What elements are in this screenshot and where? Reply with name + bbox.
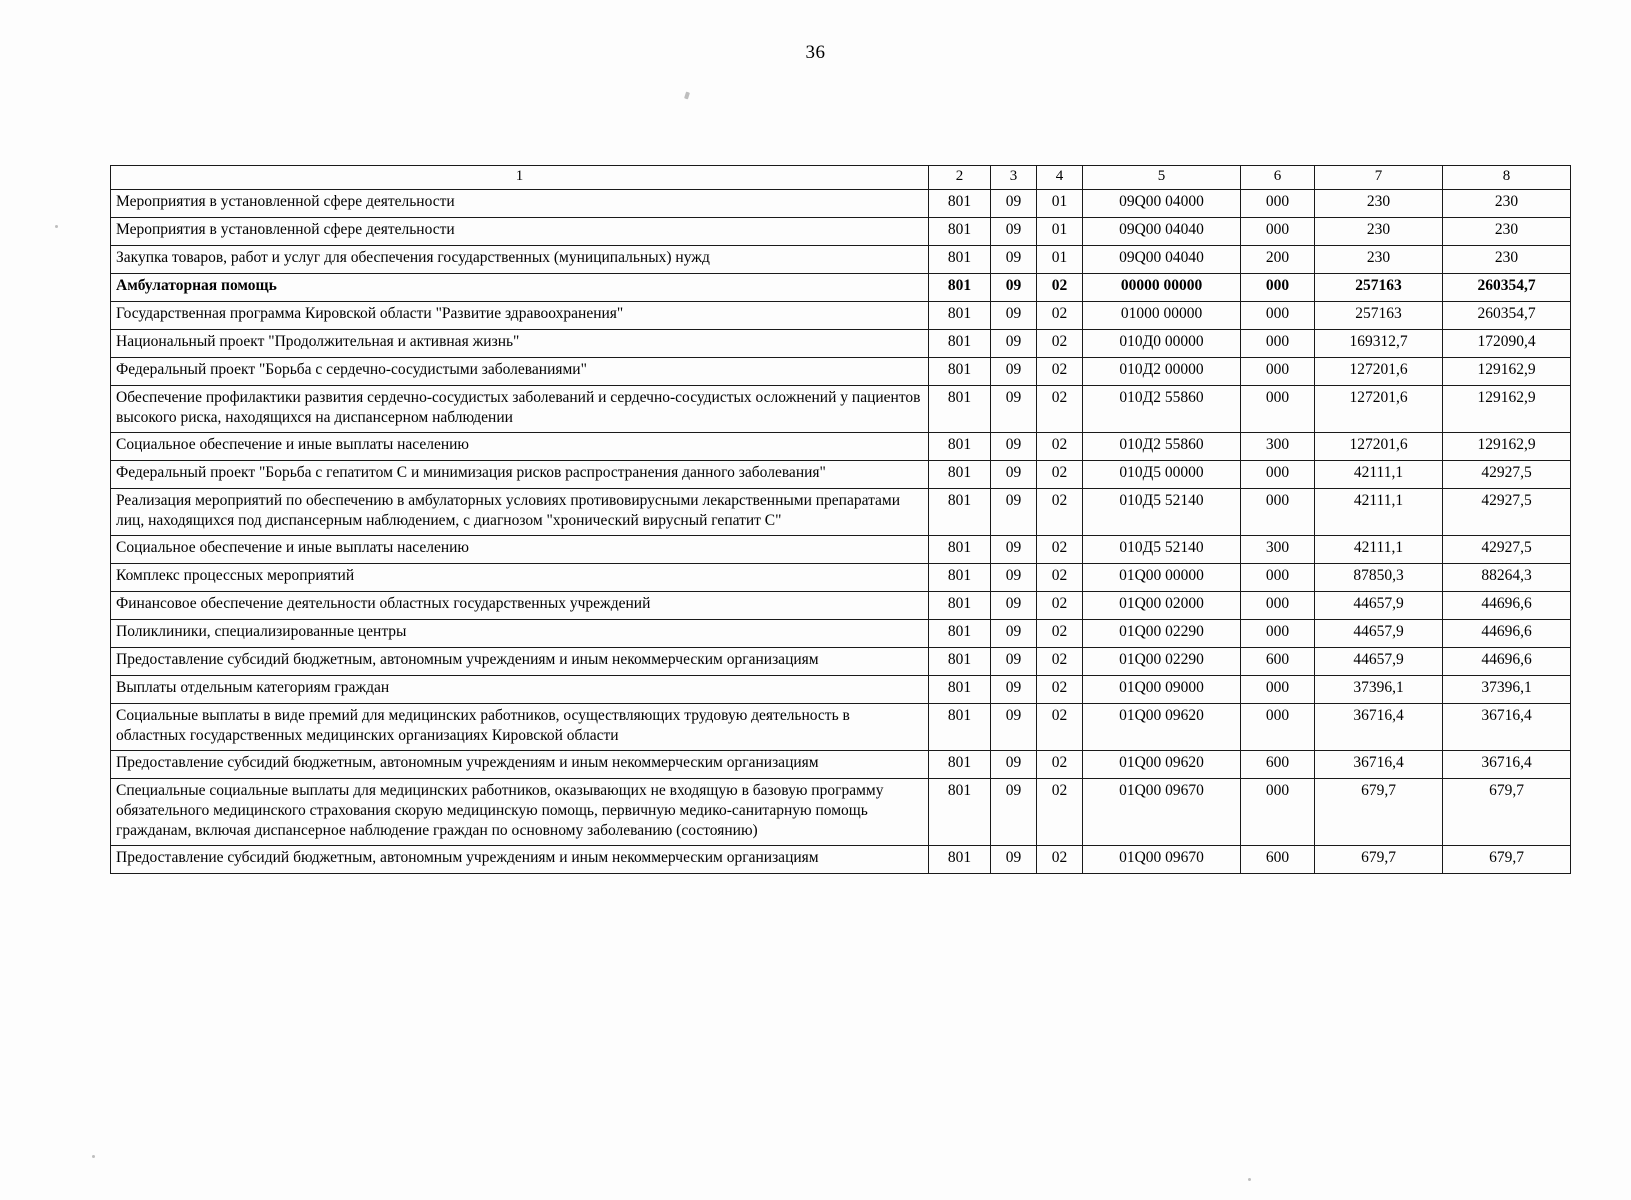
scan-speck bbox=[92, 1155, 95, 1158]
row-chapter-cell: 801 bbox=[929, 488, 991, 535]
row-amount-year1-cell: 127201,6 bbox=[1315, 432, 1443, 460]
page-number: 36 bbox=[805, 42, 826, 63]
row-subsection-cell: 02 bbox=[1037, 385, 1083, 432]
row-target-code-cell: 010Д5 52140 bbox=[1083, 535, 1241, 563]
scan-speck bbox=[55, 225, 58, 228]
row-section-cell: 09 bbox=[991, 563, 1037, 591]
row-section-cell: 09 bbox=[991, 385, 1037, 432]
row-section-cell: 09 bbox=[991, 245, 1037, 273]
table-row bbox=[111, 675, 1571, 703]
row-target-code-cell: 01Q00 09000 bbox=[1083, 675, 1241, 703]
row-target-code-cell: 010Д2 55860 bbox=[1083, 385, 1241, 432]
row-chapter-cell: 801 bbox=[929, 563, 991, 591]
row-subsection-cell: 02 bbox=[1037, 703, 1083, 750]
row-amount-year1-cell: 127201,6 bbox=[1315, 357, 1443, 385]
row-target-code-cell: 010Д2 55860 bbox=[1083, 432, 1241, 460]
row-amount-year1-cell: 87850,3 bbox=[1315, 563, 1443, 591]
row-amount-year1-cell: 44657,9 bbox=[1315, 619, 1443, 647]
col-num-8: 8 bbox=[1443, 166, 1571, 190]
row-target-code-cell: 01Q00 09670 bbox=[1083, 845, 1241, 873]
row-subsection-cell: 02 bbox=[1037, 619, 1083, 647]
row-subsection-cell: 01 bbox=[1037, 245, 1083, 273]
row-amount-year1-cell: 230 bbox=[1315, 245, 1443, 273]
row-amount-year2-cell: 129162,9 bbox=[1443, 357, 1571, 385]
row-subsection-cell: 02 bbox=[1037, 591, 1083, 619]
row-expense-type-cell: 000 bbox=[1241, 329, 1315, 357]
row-name-cell: Предоставление субсидий бюджетным, автономным учреждениям и иным некоммерческим организациям bbox=[111, 750, 929, 778]
row-expense-type-cell: 000 bbox=[1241, 357, 1315, 385]
row-expense-type-cell: 000 bbox=[1241, 778, 1315, 845]
col-num-3: 3 bbox=[991, 166, 1037, 190]
row-expense-type-cell: 000 bbox=[1241, 488, 1315, 535]
row-name-cell: Финансовое обеспечение деятельности областных государственных учреждений bbox=[111, 591, 929, 619]
scan-speck bbox=[684, 92, 690, 100]
table-row bbox=[111, 460, 1571, 488]
row-section-cell: 09 bbox=[991, 273, 1037, 301]
row-section-cell: 09 bbox=[991, 778, 1037, 845]
row-amount-year2-cell: 42927,5 bbox=[1443, 488, 1571, 535]
row-chapter-cell: 801 bbox=[929, 647, 991, 675]
row-section-cell: 09 bbox=[991, 535, 1037, 563]
row-amount-year1-cell: 230 bbox=[1315, 217, 1443, 245]
row-expense-type-cell: 600 bbox=[1241, 750, 1315, 778]
row-subsection-cell: 02 bbox=[1037, 675, 1083, 703]
row-subsection-cell: 02 bbox=[1037, 432, 1083, 460]
col-num-6: 6 bbox=[1241, 166, 1315, 190]
row-amount-year1-cell: 679,7 bbox=[1315, 778, 1443, 845]
row-target-code-cell: 01Q00 09620 bbox=[1083, 703, 1241, 750]
row-amount-year2-cell: 88264,3 bbox=[1443, 563, 1571, 591]
row-amount-year1-cell: 36716,4 bbox=[1315, 703, 1443, 750]
row-name-cell: Социальное обеспечение и иные выплаты населению bbox=[111, 535, 929, 563]
row-subsection-cell: 02 bbox=[1037, 845, 1083, 873]
row-amount-year1-cell: 42111,1 bbox=[1315, 460, 1443, 488]
row-expense-type-cell: 300 bbox=[1241, 432, 1315, 460]
row-amount-year1-cell: 44657,9 bbox=[1315, 647, 1443, 675]
row-target-code-cell: 010Д5 00000 bbox=[1083, 460, 1241, 488]
row-expense-type-cell: 600 bbox=[1241, 647, 1315, 675]
table-row bbox=[111, 563, 1571, 591]
row-subsection-cell: 02 bbox=[1037, 273, 1083, 301]
row-subsection-cell: 02 bbox=[1037, 647, 1083, 675]
table-row bbox=[111, 189, 1571, 217]
row-expense-type-cell: 200 bbox=[1241, 245, 1315, 273]
row-chapter-cell: 801 bbox=[929, 273, 991, 301]
row-name-cell: Социальное обеспечение и иные выплаты населению bbox=[111, 432, 929, 460]
row-target-code-cell: 010Д0 00000 bbox=[1083, 329, 1241, 357]
row-expense-type-cell: 000 bbox=[1241, 703, 1315, 750]
row-name-cell: Амбулаторная помощь bbox=[111, 273, 929, 301]
col-num-2: 2 bbox=[929, 166, 991, 190]
table-row bbox=[111, 301, 1571, 329]
row-section-cell: 09 bbox=[991, 647, 1037, 675]
row-chapter-cell: 801 bbox=[929, 750, 991, 778]
row-chapter-cell: 801 bbox=[929, 245, 991, 273]
row-target-code-cell: 09Q00 04040 bbox=[1083, 245, 1241, 273]
row-target-code-cell: 01Q00 00000 bbox=[1083, 563, 1241, 591]
row-chapter-cell: 801 bbox=[929, 385, 991, 432]
row-target-code-cell: 010Д5 52140 bbox=[1083, 488, 1241, 535]
row-section-cell: 09 bbox=[991, 460, 1037, 488]
row-name-cell: Федеральный проект "Борьба с сердечно-сосудистыми заболеваниями" bbox=[111, 357, 929, 385]
row-section-cell: 09 bbox=[991, 703, 1037, 750]
row-chapter-cell: 801 bbox=[929, 535, 991, 563]
row-section-cell: 09 bbox=[991, 432, 1037, 460]
row-subsection-cell: 02 bbox=[1037, 357, 1083, 385]
row-amount-year1-cell: 42111,1 bbox=[1315, 488, 1443, 535]
row-amount-year2-cell: 230 bbox=[1443, 245, 1571, 273]
row-target-code-cell: 01Q00 02290 bbox=[1083, 647, 1241, 675]
row-subsection-cell: 01 bbox=[1037, 217, 1083, 245]
row-amount-year2-cell: 260354,7 bbox=[1443, 301, 1571, 329]
row-section-cell: 09 bbox=[991, 591, 1037, 619]
table-row bbox=[111, 385, 1571, 432]
row-expense-type-cell: 000 bbox=[1241, 675, 1315, 703]
row-section-cell: 09 bbox=[991, 189, 1037, 217]
row-amount-year2-cell: 230 bbox=[1443, 189, 1571, 217]
row-name-cell: Социальные выплаты в виде премий для медицинских работников, осуществляющих трудовую деятельность в областных государственных медицинских организациях Кировской области bbox=[111, 703, 929, 750]
row-name-cell: Государственная программа Кировской области "Развитие здравоохранения" bbox=[111, 301, 929, 329]
row-amount-year2-cell: 44696,6 bbox=[1443, 619, 1571, 647]
row-subsection-cell: 01 bbox=[1037, 189, 1083, 217]
table-row bbox=[111, 750, 1571, 778]
row-section-cell: 09 bbox=[991, 329, 1037, 357]
col-num-1: 1 bbox=[111, 166, 929, 190]
row-subsection-cell: 02 bbox=[1037, 329, 1083, 357]
row-chapter-cell: 801 bbox=[929, 432, 991, 460]
row-section-cell: 09 bbox=[991, 750, 1037, 778]
row-amount-year2-cell: 129162,9 bbox=[1443, 432, 1571, 460]
row-amount-year2-cell: 260354,7 bbox=[1443, 273, 1571, 301]
row-name-cell: Комплекс процессных мероприятий bbox=[111, 563, 929, 591]
row-subsection-cell: 02 bbox=[1037, 778, 1083, 845]
row-chapter-cell: 801 bbox=[929, 619, 991, 647]
table-row bbox=[111, 778, 1571, 845]
row-expense-type-cell: 000 bbox=[1241, 217, 1315, 245]
row-chapter-cell: 801 bbox=[929, 845, 991, 873]
row-chapter-cell: 801 bbox=[929, 301, 991, 329]
col-num-4: 4 bbox=[1037, 166, 1083, 190]
row-target-code-cell: 09Q00 04000 bbox=[1083, 189, 1241, 217]
row-name-cell: Закупка товаров, работ и услуг для обеспечения государственных (муниципальных) нужд bbox=[111, 245, 929, 273]
row-expense-type-cell: 000 bbox=[1241, 189, 1315, 217]
row-target-code-cell: 01Q00 02290 bbox=[1083, 619, 1241, 647]
row-expense-type-cell: 000 bbox=[1241, 460, 1315, 488]
row-subsection-cell: 02 bbox=[1037, 535, 1083, 563]
row-amount-year2-cell: 36716,4 bbox=[1443, 750, 1571, 778]
row-amount-year1-cell: 36716,4 bbox=[1315, 750, 1443, 778]
row-section-cell: 09 bbox=[991, 488, 1037, 535]
row-amount-year2-cell: 42927,5 bbox=[1443, 460, 1571, 488]
table-row bbox=[111, 329, 1571, 357]
row-subsection-cell: 02 bbox=[1037, 460, 1083, 488]
table-row bbox=[111, 535, 1571, 563]
row-amount-year1-cell: 42111,1 bbox=[1315, 535, 1443, 563]
row-expense-type-cell: 600 bbox=[1241, 845, 1315, 873]
row-amount-year2-cell: 44696,6 bbox=[1443, 647, 1571, 675]
row-name-cell: Выплаты отдельным категориям граждан bbox=[111, 675, 929, 703]
row-name-cell: Предоставление субсидий бюджетным, автономным учреждениям и иным некоммерческим организациям bbox=[111, 647, 929, 675]
row-section-cell: 09 bbox=[991, 619, 1037, 647]
row-name-cell: Поликлиники, специализированные центры bbox=[111, 619, 929, 647]
row-name-cell: Предоставление субсидий бюджетным, автономным учреждениям и иным некоммерческим организациям bbox=[111, 845, 929, 873]
row-section-cell: 09 bbox=[991, 217, 1037, 245]
row-chapter-cell: 801 bbox=[929, 357, 991, 385]
budget-table-container bbox=[110, 165, 1536, 874]
row-name-cell: Федеральный проект "Борьба с гепатитом С и минимизация рисков распространения данного заболевания" bbox=[111, 460, 929, 488]
table-column-number-row bbox=[111, 166, 1571, 190]
row-target-code-cell: 01Q00 09620 bbox=[1083, 750, 1241, 778]
row-chapter-cell: 801 bbox=[929, 460, 991, 488]
row-chapter-cell: 801 bbox=[929, 675, 991, 703]
row-chapter-cell: 801 bbox=[929, 591, 991, 619]
row-expense-type-cell: 000 bbox=[1241, 273, 1315, 301]
row-target-code-cell: 010Д2 00000 bbox=[1083, 357, 1241, 385]
row-chapter-cell: 801 bbox=[929, 189, 991, 217]
row-amount-year1-cell: 230 bbox=[1315, 189, 1443, 217]
row-amount-year1-cell: 127201,6 bbox=[1315, 385, 1443, 432]
row-subsection-cell: 02 bbox=[1037, 750, 1083, 778]
table-row bbox=[111, 591, 1571, 619]
row-expense-type-cell: 000 bbox=[1241, 301, 1315, 329]
table-row bbox=[111, 245, 1571, 273]
row-target-code-cell: 01000 00000 bbox=[1083, 301, 1241, 329]
table-row bbox=[111, 647, 1571, 675]
row-amount-year2-cell: 42927,5 bbox=[1443, 535, 1571, 563]
col-num-5: 5 bbox=[1083, 166, 1241, 190]
row-name-cell: Мероприятия в установленной сфере деятельности bbox=[111, 217, 929, 245]
row-target-code-cell: 01Q00 02000 bbox=[1083, 591, 1241, 619]
table-row bbox=[111, 619, 1571, 647]
row-target-code-cell: 00000 00000 bbox=[1083, 273, 1241, 301]
row-section-cell: 09 bbox=[991, 357, 1037, 385]
row-subsection-cell: 02 bbox=[1037, 563, 1083, 591]
row-amount-year1-cell: 257163 bbox=[1315, 301, 1443, 329]
row-amount-year2-cell: 36716,4 bbox=[1443, 703, 1571, 750]
row-chapter-cell: 801 bbox=[929, 217, 991, 245]
row-name-cell: Реализация мероприятий по обеспечению в амбулаторных условиях противовирусными лекарственными препаратами лиц, находящихся под диспансерным наблюдением, с диагнозом "хронический вирусный гепатит С" bbox=[111, 488, 929, 535]
table-row bbox=[111, 845, 1571, 873]
row-chapter-cell: 801 bbox=[929, 703, 991, 750]
col-num-7: 7 bbox=[1315, 166, 1443, 190]
row-expense-type-cell: 000 bbox=[1241, 619, 1315, 647]
row-amount-year2-cell: 44696,6 bbox=[1443, 591, 1571, 619]
table-row bbox=[111, 703, 1571, 750]
row-expense-type-cell: 000 bbox=[1241, 591, 1315, 619]
row-name-cell: Мероприятия в установленной сфере деятельности bbox=[111, 189, 929, 217]
row-expense-type-cell: 000 bbox=[1241, 385, 1315, 432]
scan-speck bbox=[1248, 1178, 1251, 1181]
table-row bbox=[111, 217, 1571, 245]
row-amount-year2-cell: 679,7 bbox=[1443, 845, 1571, 873]
row-expense-type-cell: 300 bbox=[1241, 535, 1315, 563]
row-amount-year1-cell: 37396,1 bbox=[1315, 675, 1443, 703]
row-target-code-cell: 09Q00 04040 bbox=[1083, 217, 1241, 245]
row-subsection-cell: 02 bbox=[1037, 488, 1083, 535]
table-row bbox=[111, 357, 1571, 385]
table-row bbox=[111, 273, 1571, 301]
row-name-cell: Национальный проект "Продолжительная и активная жизнь" bbox=[111, 329, 929, 357]
row-amount-year1-cell: 679,7 bbox=[1315, 845, 1443, 873]
row-name-cell: Обеспечение профилактики развития сердечно-сосудистых заболеваний и сердечно-сосудистых осложнений у пациентов высокого риска, находящихся на диспансерном наблюдении bbox=[111, 385, 929, 432]
row-chapter-cell: 801 bbox=[929, 778, 991, 845]
row-amount-year2-cell: 679,7 bbox=[1443, 778, 1571, 845]
row-amount-year1-cell: 257163 bbox=[1315, 273, 1443, 301]
row-amount-year2-cell: 37396,1 bbox=[1443, 675, 1571, 703]
table-row bbox=[111, 432, 1571, 460]
row-amount-year1-cell: 44657,9 bbox=[1315, 591, 1443, 619]
row-expense-type-cell: 000 bbox=[1241, 563, 1315, 591]
row-name-cell: Специальные социальные выплаты для медицинских работников, оказывающих не входящую в базовую программу обязательного медицинского страхования скорую медицинскую помощь, первичную медико-санитарную помощь гражданам, включая диспансерное наблюдение граждан по основному заболеванию (состоянию) bbox=[111, 778, 929, 845]
row-amount-year2-cell: 129162,9 bbox=[1443, 385, 1571, 432]
row-amount-year2-cell: 230 bbox=[1443, 217, 1571, 245]
row-section-cell: 09 bbox=[991, 301, 1037, 329]
row-chapter-cell: 801 bbox=[929, 329, 991, 357]
row-target-code-cell: 01Q00 09670 bbox=[1083, 778, 1241, 845]
row-amount-year2-cell: 172090,4 bbox=[1443, 329, 1571, 357]
table-row bbox=[111, 488, 1571, 535]
row-section-cell: 09 bbox=[991, 845, 1037, 873]
row-section-cell: 09 bbox=[991, 675, 1037, 703]
budget-table bbox=[110, 165, 1571, 874]
row-subsection-cell: 02 bbox=[1037, 301, 1083, 329]
row-amount-year1-cell: 169312,7 bbox=[1315, 329, 1443, 357]
